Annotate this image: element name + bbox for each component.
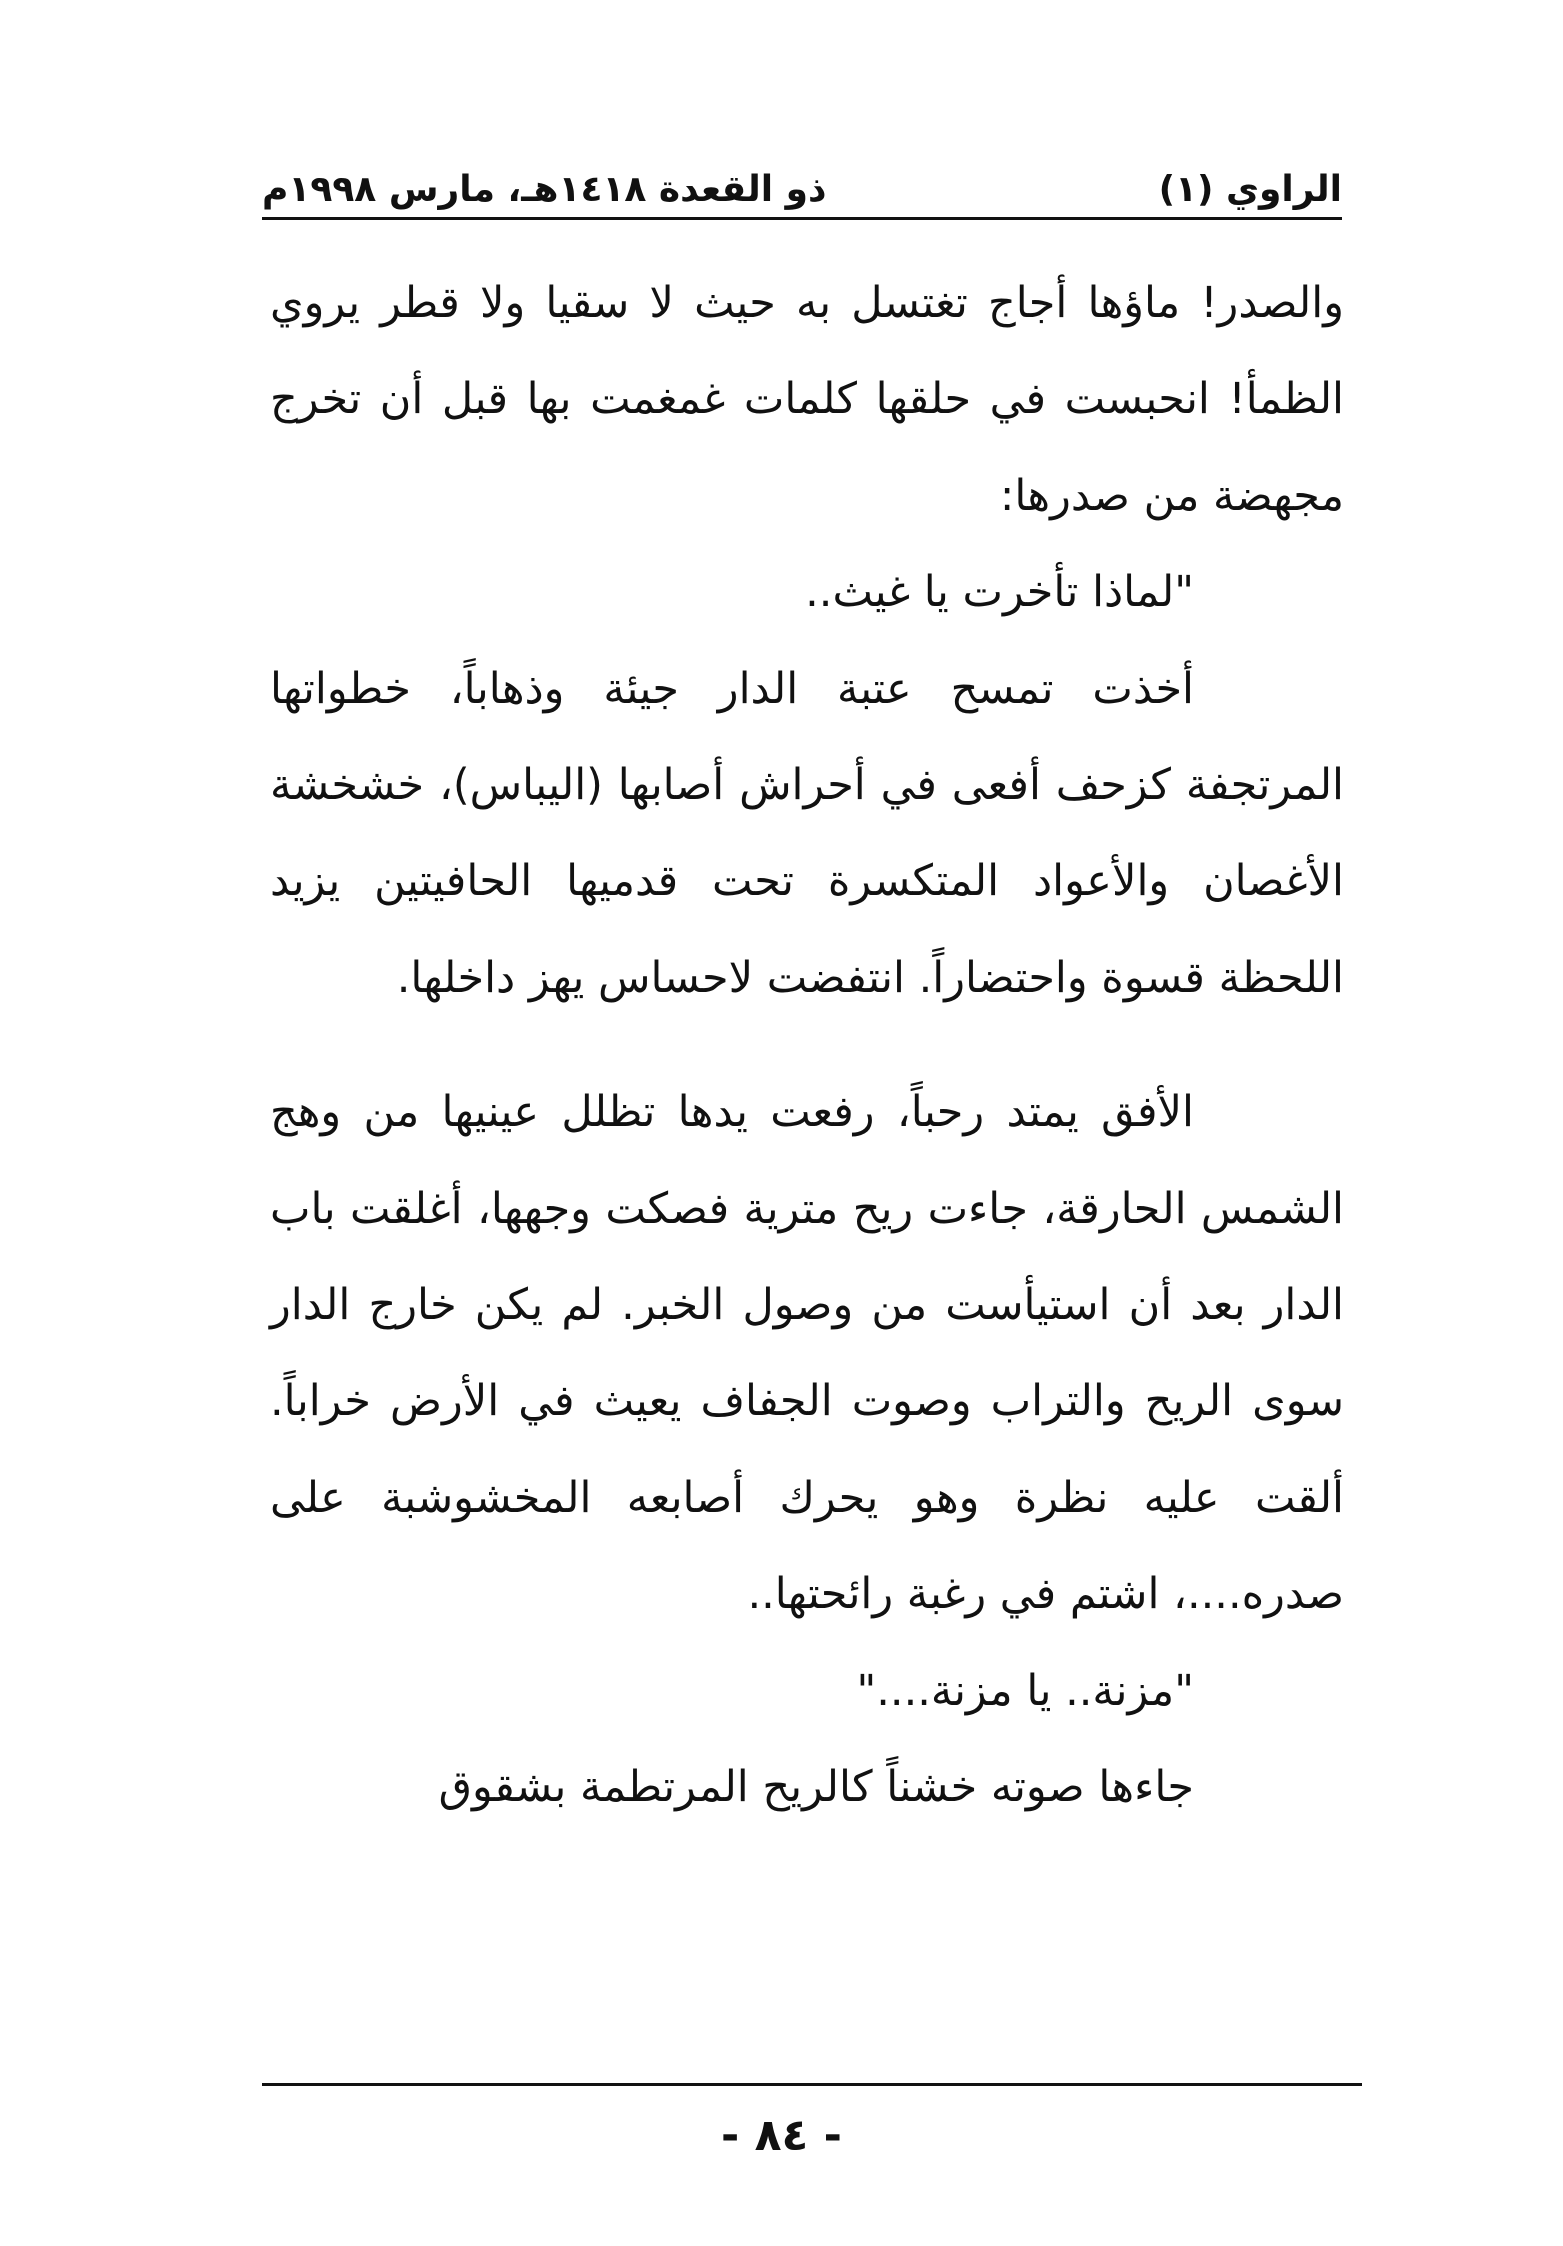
paragraph-1: والصدر! ماؤها أجاج تغتسل به حيث لا سقيا ولا قطر يروي الظمأ! انحبست في حلقها كلمات غمغمت بها قبل أن تخرج مجهضة من صدرها: — [270, 278, 1344, 521]
paragraph-spacer — [270, 1026, 1344, 1064]
header-divider — [262, 217, 1342, 220]
issue-date: ذو القعدة ١٤١٨هـ، مارس ١٩٩٨م — [262, 169, 827, 210]
paragraph-4: جاءها صوته خشناً كالريح المرتطمة بشقوق — [438, 1762, 1194, 1813]
paragraph-2: أخذت تمسح عتبة الدار جيئة وذهاباً، خطواتها المرتجفة كزحف أفعى في أحراش أصابها (اليباس)، خشخشة الأغصان والأعواد المتكسرة تحت قدميها الحافيتين يزيد اللحظة قسوة واحتضاراً. انتفضت لاحساس يهز داخلها. — [270, 663, 1344, 1003]
story-text — [270, 255, 1344, 1836]
dialogue-line-1: "لماذا تأخرت يا غيث.. — [805, 567, 1194, 618]
footer-divider — [262, 2083, 1362, 2086]
journal-title: الراوي (١) — [1158, 169, 1342, 210]
page-header — [262, 150, 1342, 210]
dialogue-line-2: "مزنة.. يا مزنة...." — [856, 1665, 1194, 1716]
paragraph-3: الأفق يمتد رحباً، رفعت يدها تظلل عينيها من وهج الشمس الحارقة، جاءت ريح مترية فصكت وجهها، أغلقت باب الدار بعد أن استيأست من وصول الخبر. لم يكن خارج الدار سوى الريح والتراب وصوت الجفاف يعيث في الأرض خراباً. ألقت عليه نظرة وهو يحرك أصابعه المخشوشبة على صدره....، اشتم في رغبة رائحتها.. — [270, 1087, 1344, 1620]
page-number: - ٨٤ - — [721, 2110, 842, 2161]
